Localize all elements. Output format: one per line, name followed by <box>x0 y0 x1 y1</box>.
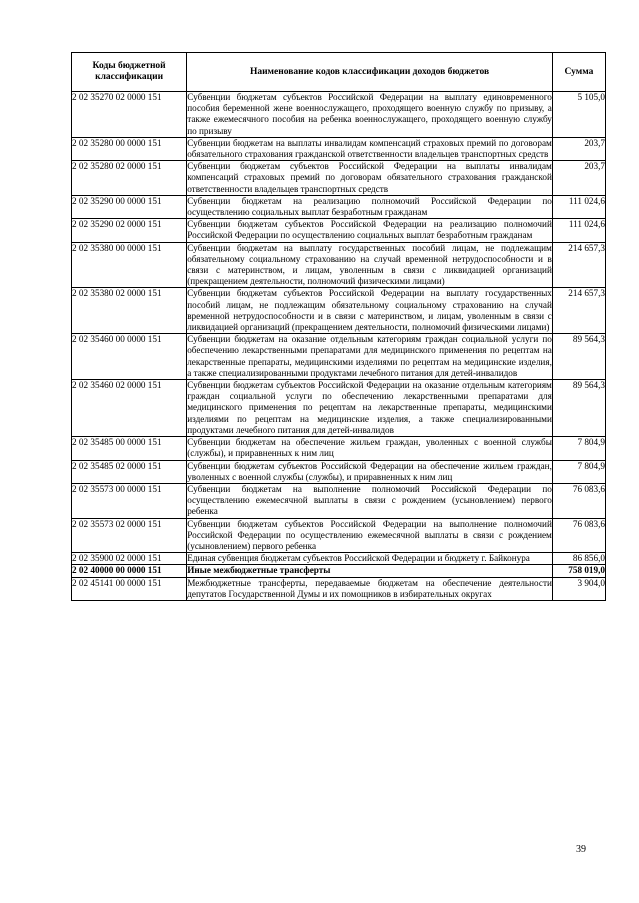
row-name: Субвенции бюджетам субъектов Российской Федерации на обеспечение жильем граждан, уволенных с военной службы (службы), и приравненных к ним лиц <box>187 460 552 482</box>
row-name: Субвенции бюджетам на обеспечение жильем граждан, уволенных с военной службы (службы), и приравненных к ним лиц <box>187 437 552 459</box>
row-name: Субвенции бюджетам на оказание отдельным категориям граждан социальной услуги по обеспечению лекарственными препаратами для медицинского применения по рецептам на лекарственные препараты, медицинскими изделиями по рецептам на медицинские изделия, а также специализированными продуктами лечебного питания для детей-инвалидов <box>187 334 552 378</box>
row-code: 2 02 35485 02 0000 151 <box>72 460 187 483</box>
table-row <box>72 219 606 242</box>
header-name: Наименование кодов классификации доходов бюджетов <box>187 53 553 92</box>
revenue-classification-table <box>71 52 606 601</box>
header-code: Коды бюджетной классификации <box>72 53 187 92</box>
table-row <box>72 518 606 553</box>
table-row <box>72 137 606 160</box>
row-name: Иные межбюджетные трансферты <box>187 565 553 577</box>
table-body <box>72 92 606 601</box>
table-row <box>72 161 606 196</box>
table-row <box>72 380 606 437</box>
row-code: 2 02 35290 00 0000 151 <box>72 195 187 218</box>
table-row <box>72 195 606 218</box>
table-row <box>72 437 606 460</box>
row-code: 2 02 35280 00 0000 151 <box>72 137 187 160</box>
row-code: 2 02 35573 00 0000 151 <box>72 483 187 518</box>
row-sum: 203,7 <box>552 137 605 160</box>
row-code: 2 02 35573 02 0000 151 <box>72 518 187 553</box>
table-row <box>72 242 606 288</box>
row-sum: 89 564,3 <box>552 380 605 437</box>
row-code: 2 02 35290 02 0000 151 <box>72 219 187 242</box>
row-sum: 3 904,0 <box>552 577 605 600</box>
row-sum: 89 564,3 <box>552 334 605 380</box>
row-name: Субвенции бюджетам на выплаты инвалидам компенсаций страховых премий по договорам обязательного страхования гражданской ответственности владельцев транспортных средств <box>187 137 552 160</box>
table-row <box>72 288 606 334</box>
row-sum: 203,7 <box>552 161 605 196</box>
table-row <box>72 334 606 380</box>
table-row <box>72 553 606 565</box>
row-code: 2 02 40000 00 0000 151 <box>72 565 187 577</box>
row-code: 2 02 35280 02 0000 151 <box>72 161 187 196</box>
row-name: Субвенции бюджетам субъектов Российской Федерации на реализацию полномочий Российской Федерации по осуществлению социальных выплат безработным гражданам <box>187 219 552 241</box>
row-sum: 7 804,9 <box>552 460 605 483</box>
row-name: Единая субвенция бюджетам субъектов Российской Федерации и бюджету г. Байконура <box>187 553 553 565</box>
table-row <box>72 483 606 518</box>
row-name: Субвенции бюджетам на выплату государственных пособий лицам, не подлежащим обязательному социальному страхованию на случай временной нетрудоспособности и в связи с материнством, и лицам, уволенным в связи с ликвидацией организаций (прекращением деятельности, полномочий физическими лицами) <box>187 242 552 287</box>
table-row <box>72 565 606 577</box>
header-sum: Сумма <box>552 53 605 92</box>
page-number: 39 <box>576 844 586 855</box>
row-name: Субвенции бюджетам субъектов Российской Федерации на выплату государственных пособий лицам, не подлежащим обязательному социальному страхованию на случай временной нетрудоспособности и в связи с материнством, и лицам, уволенным в связи с ликвидацией организаций (прекращением деятельности, полномочий физическими лицами) <box>187 288 552 333</box>
row-code: 2 02 45141 00 0000 151 <box>72 577 187 600</box>
row-sum: 5 105,0 <box>552 92 605 138</box>
row-code: 2 02 35485 00 0000 151 <box>72 437 187 460</box>
row-name: Субвенции бюджетам субъектов Российской Федерации на выполнение полномочий Российской Федерации по осуществлению ежемесячной выплаты в связи с рождением (усыновлением) первого ребенка <box>187 518 552 551</box>
row-name: Субвенции бюджетам субъектов Российской Федерации на выплату единовременного пособия беременной жене военнослужащего, проходящего военную службу по призыву, а также ежемесячного пособия на ребенка военнослужащего, проходящего военную службу по призыву <box>187 92 552 136</box>
table-header-row <box>72 53 606 92</box>
row-name: Межбюджетные трансферты, передаваемые бюджетам на обеспечение деятельности депутатов Государственной Думы и их помощников в избирательных округах <box>187 577 552 599</box>
row-code: 2 02 35460 02 0000 151 <box>72 380 187 437</box>
row-name: Субвенции бюджетам на выполнение полномочий Российской Федерации по осуществлению ежемесячной выплаты в связи с рождением (усыновлением) первого ребенка <box>187 483 552 517</box>
table-row <box>72 92 606 138</box>
row-name: Субвенции бюджетам субъектов Российской Федерации на выплаты инвалидам компенсаций страховых премий по договорам обязательного страхования гражданской ответственности владельцев транспортных средств <box>187 161 552 194</box>
row-sum: 111 024,6 <box>552 195 605 218</box>
row-code: 2 02 35380 02 0000 151 <box>72 288 187 334</box>
row-sum: 76 083,6 <box>552 518 605 553</box>
row-sum: 86 856,0 <box>552 553 605 565</box>
row-sum: 111 024,6 <box>552 219 605 242</box>
row-sum: 214 657,3 <box>552 242 605 288</box>
row-sum: 214 657,3 <box>552 288 605 334</box>
row-sum: 76 083,6 <box>552 483 605 518</box>
row-code: 2 02 35900 02 0000 151 <box>72 553 187 565</box>
row-sum: 758 019,0 <box>552 565 605 577</box>
row-sum: 7 804,9 <box>552 437 605 460</box>
row-code: 2 02 35380 00 0000 151 <box>72 242 187 288</box>
row-name: Субвенции бюджетам субъектов Российской Федерации на оказание отдельным категориям граждан социальной услуги по обеспечению лекарственными препаратами для медицинского применения по рецептам на лекарственные препараты, медицинскими изделиями по рецептам на медицинские изделия, а также специализированными продуктами лечебного питания для детей-инвалидов <box>187 380 552 435</box>
row-code: 2 02 35460 00 0000 151 <box>72 334 187 380</box>
row-code: 2 02 35270 02 0000 151 <box>72 92 187 138</box>
row-name: Субвенции бюджетам на реализацию полномочий Российской Федерации по осуществлению социальных выплат безработным гражданам <box>187 195 552 218</box>
table-row <box>72 577 606 600</box>
table-row <box>72 460 606 483</box>
